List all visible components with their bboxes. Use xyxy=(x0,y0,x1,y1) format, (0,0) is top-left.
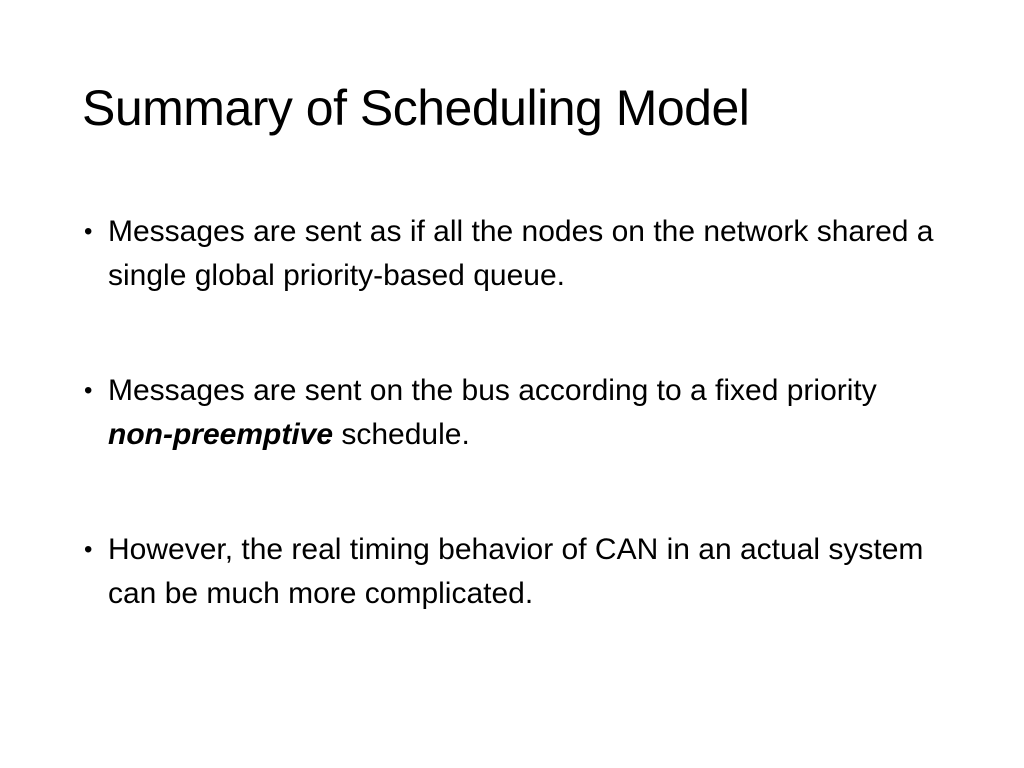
bullet-text-lead: Messages are sent on the bus according to a fixed priority xyxy=(108,374,877,407)
bullet-icon: • xyxy=(84,536,93,563)
bullet-item xyxy=(82,210,942,298)
bullet-icon: • xyxy=(84,377,93,404)
bullet-text: Messages are sent as if all the nodes on the network shared a single global priority-based queue. xyxy=(108,215,934,292)
bullet-emphasis: non-preemptive xyxy=(108,418,334,451)
bullet-item xyxy=(82,369,942,457)
bullet-icon: • xyxy=(84,218,93,245)
bullet-item xyxy=(82,528,942,616)
bullet-text-tail: schedule. xyxy=(333,418,470,451)
slide-title: Summary of Scheduling Model xyxy=(82,80,750,136)
bullet-text: However, the real timing behavior of CAN in an actual system can be much more complicated. xyxy=(108,533,924,610)
bullet-list xyxy=(82,210,942,616)
